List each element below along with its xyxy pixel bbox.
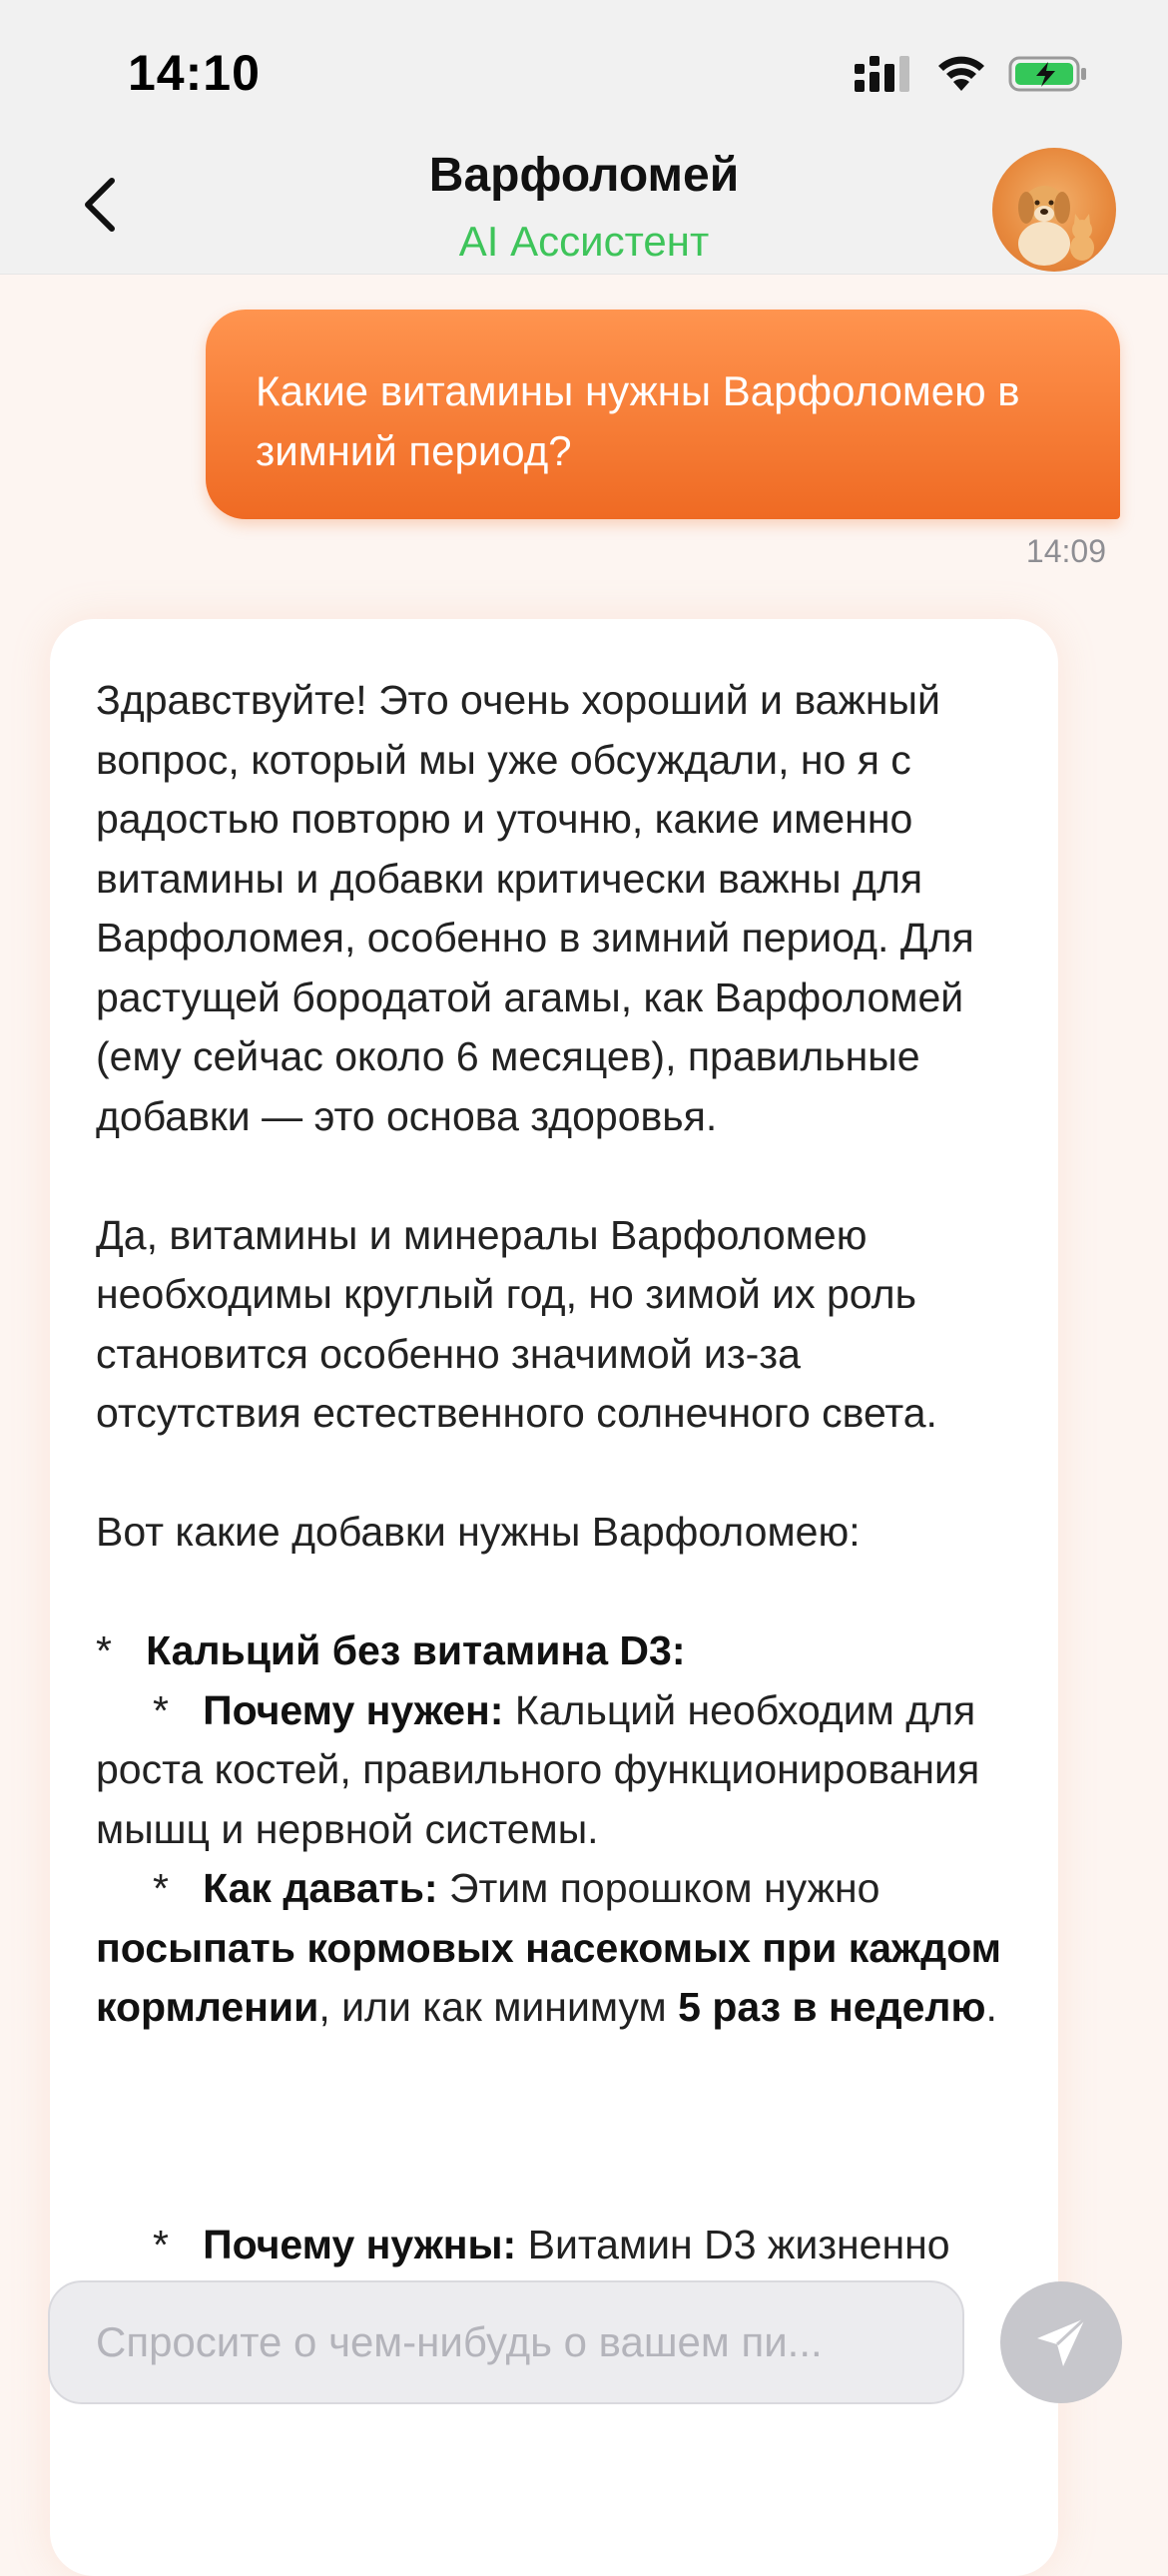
message-input[interactable]: [94, 2317, 918, 2367]
item-title: Кальций без витамина D3:: [146, 1627, 686, 1673]
assistant-paragraph-1: Здравствуйте! Это очень хороший и важный вопрос, который мы уже обсуждали, но я с радостью повторю и уточню, какие именно витамины и добавки критически важны для Варфоломея, особенно в зимний период. Для растущей бородатой агамы, как Варфоломей (ему сейчас около 6 месяцев), правильные добавки — это основа здоровья.: [96, 677, 974, 1139]
subitem-text: , или как минимум: [318, 1984, 679, 2030]
send-button[interactable]: [1000, 2281, 1122, 2403]
assistant-paragraph-2: Да, витамины и минералы Варфоломею необходимы круглый год, но зимой их роль становится особенно значимой из-за отсутствия естественного солнечного света.: [96, 1211, 937, 1436]
status-icons: [855, 54, 1088, 94]
list-subitem: * Почему нужны: Витамин D3 жизненно: [96, 2216, 1012, 2334]
dog-and-cat-icon: [992, 148, 1116, 272]
pet-avatar[interactable]: [992, 148, 1116, 272]
subitem-label: Как давать:: [203, 1865, 438, 1911]
subitem-text: Кальций необходим для роста костей, правильного функционирования мышц и нервной системы.: [96, 1686, 980, 1852]
battery-charging-icon: [1008, 54, 1088, 94]
subitem-label: Почему нужны:: [203, 2222, 517, 2267]
top-bar: [0, 0, 1168, 275]
wifi-icon: [936, 55, 986, 93]
chat-subtitle: AI Ассистент: [458, 218, 710, 265]
subitem-text: Этим порошком нужно: [437, 1865, 880, 1911]
chat-title: Варфоломей: [428, 149, 740, 202]
message-input-container[interactable]: [48, 2280, 964, 2404]
subitem-bold: 5 раз в неделю: [678, 1984, 986, 2030]
list-subitem: * Почему нужен: Кальций необходим для роста костей, правильного функционирования мышц и нервной системы.: [96, 1686, 980, 1852]
subitem-text: .: [985, 1984, 997, 2030]
message-timestamp: 14:09: [1025, 533, 1106, 569]
paper-plane-icon: [1031, 2312, 1091, 2372]
subitem-label: Почему нужен:: [203, 1686, 504, 1733]
assistant-paragraph-3: Вот какие добавки нужны Варфоломею:: [96, 1509, 861, 1555]
subitem-text: Витамин D3 жизненно: [527, 2222, 950, 2267]
subitem-bold: посыпать кормовых насекомых при каждом кормлении: [96, 1924, 1001, 2030]
user-message-text: Какие витамины нужны Варфоломею в зимний период?: [256, 367, 1020, 474]
list-subitem: * Как давать: Этим порошком нужно посыпать кормовых насекомых при каждом кормлении, или как минимум 5 раз в неделю.: [96, 1865, 1001, 2030]
cellular-signal-icon: [855, 56, 914, 92]
list-item: * Кальций без витамина D3:: [96, 1627, 686, 1673]
status-time: 14:10: [128, 45, 261, 101]
user-message-bubble: [206, 310, 1120, 519]
